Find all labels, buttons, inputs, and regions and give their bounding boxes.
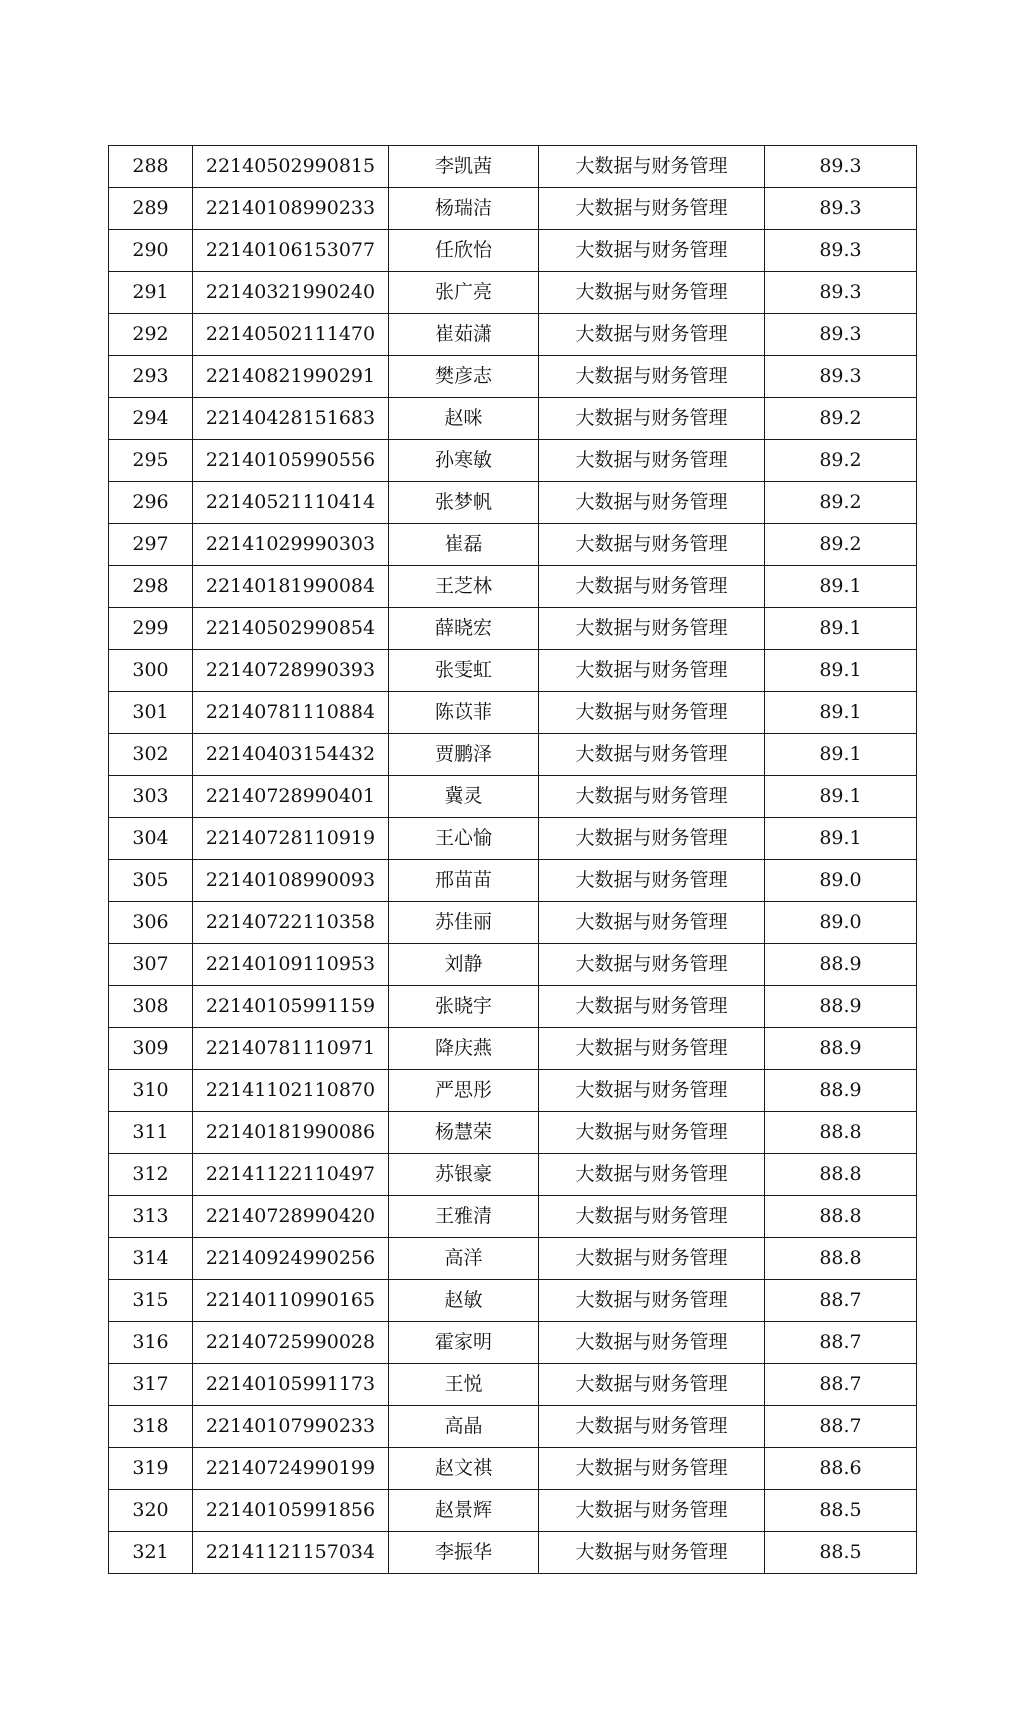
cell-seq: 312 [109,1154,193,1196]
table-row [109,1532,917,1574]
document-page [108,145,916,1574]
cell-seq: 294 [109,398,193,440]
table-row [109,146,917,188]
cell-seq: 321 [109,1532,193,1574]
table-row [109,1112,917,1154]
cell-student-id: 22140821990291 [193,356,389,398]
cell-name: 王芝林 [389,566,539,608]
cell-score: 89.1 [765,734,917,776]
cell-score: 89.1 [765,776,917,818]
cell-major: 大数据与财务管理 [539,1322,765,1364]
cell-name: 严思彤 [389,1070,539,1112]
cell-major: 大数据与财务管理 [539,1238,765,1280]
cell-student-id: 22140105991173 [193,1364,389,1406]
cell-student-id: 22140924990256 [193,1238,389,1280]
cell-score: 88.7 [765,1322,917,1364]
table-row [109,1364,917,1406]
cell-seq: 291 [109,272,193,314]
cell-seq: 305 [109,860,193,902]
cell-student-id: 22140181990086 [193,1112,389,1154]
cell-score: 88.5 [765,1532,917,1574]
cell-major: 大数据与财务管理 [539,272,765,314]
cell-major: 大数据与财务管理 [539,1532,765,1574]
cell-student-id: 22140728110919 [193,818,389,860]
cell-major: 大数据与财务管理 [539,818,765,860]
table-row [109,314,917,356]
table-row [109,776,917,818]
cell-seq: 293 [109,356,193,398]
cell-seq: 302 [109,734,193,776]
cell-major: 大数据与财务管理 [539,146,765,188]
cell-name: 张广亮 [389,272,539,314]
cell-student-id: 22141029990303 [193,524,389,566]
cell-name: 崔茹潇 [389,314,539,356]
cell-major: 大数据与财务管理 [539,1364,765,1406]
cell-seq: 317 [109,1364,193,1406]
cell-major: 大数据与财务管理 [539,482,765,524]
table-row [109,1406,917,1448]
cell-major: 大数据与财务管理 [539,1070,765,1112]
cell-student-id: 22140521110414 [193,482,389,524]
cell-major: 大数据与财务管理 [539,440,765,482]
cell-seq: 308 [109,986,193,1028]
cell-student-id: 22140502990854 [193,608,389,650]
cell-name: 杨慧荣 [389,1112,539,1154]
cell-major: 大数据与财务管理 [539,398,765,440]
cell-seq: 311 [109,1112,193,1154]
cell-seq: 299 [109,608,193,650]
cell-student-id: 22140108990233 [193,188,389,230]
cell-score: 89.3 [765,314,917,356]
table-row [109,230,917,272]
cell-major: 大数据与财务管理 [539,734,765,776]
cell-seq: 306 [109,902,193,944]
cell-name: 张晓宇 [389,986,539,1028]
cell-name: 苏银豪 [389,1154,539,1196]
cell-name: 赵景辉 [389,1490,539,1532]
score-table [108,145,917,1574]
cell-student-id: 22141122110497 [193,1154,389,1196]
cell-score: 89.3 [765,356,917,398]
cell-seq: 297 [109,524,193,566]
table-row [109,440,917,482]
cell-name: 邢苗苗 [389,860,539,902]
cell-score: 89.3 [765,272,917,314]
table-row [109,608,917,650]
cell-seq: 304 [109,818,193,860]
cell-major: 大数据与财务管理 [539,566,765,608]
cell-student-id: 22140105991856 [193,1490,389,1532]
cell-major: 大数据与财务管理 [539,650,765,692]
cell-seq: 309 [109,1028,193,1070]
cell-name: 李凯茜 [389,146,539,188]
cell-score: 89.0 [765,860,917,902]
table-row [109,734,917,776]
cell-student-id: 22140728990401 [193,776,389,818]
cell-score: 89.2 [765,440,917,482]
cell-major: 大数据与财务管理 [539,692,765,734]
cell-student-id: 22140722110358 [193,902,389,944]
cell-score: 89.0 [765,902,917,944]
cell-score: 89.1 [765,566,917,608]
table-row [109,986,917,1028]
cell-major: 大数据与财务管理 [539,524,765,566]
cell-major: 大数据与财务管理 [539,776,765,818]
cell-student-id: 22141121157034 [193,1532,389,1574]
cell-seq: 318 [109,1406,193,1448]
cell-student-id: 22140781110971 [193,1028,389,1070]
cell-score: 89.2 [765,524,917,566]
cell-student-id: 22140110990165 [193,1280,389,1322]
table-row [109,356,917,398]
cell-score: 88.7 [765,1406,917,1448]
cell-name: 李振华 [389,1532,539,1574]
cell-major: 大数据与财务管理 [539,1448,765,1490]
table-row [109,902,917,944]
cell-student-id: 22140725990028 [193,1322,389,1364]
cell-name: 樊彦志 [389,356,539,398]
table-row [109,1238,917,1280]
cell-score: 88.9 [765,1070,917,1112]
cell-student-id: 22140107990233 [193,1406,389,1448]
cell-score: 89.2 [765,398,917,440]
cell-score: 88.9 [765,986,917,1028]
cell-score: 89.1 [765,650,917,692]
cell-score: 88.8 [765,1238,917,1280]
cell-student-id: 22140428151683 [193,398,389,440]
cell-major: 大数据与财务管理 [539,1154,765,1196]
cell-major: 大数据与财务管理 [539,608,765,650]
cell-name: 赵文祺 [389,1448,539,1490]
cell-seq: 288 [109,146,193,188]
cell-name: 赵敏 [389,1280,539,1322]
cell-name: 崔磊 [389,524,539,566]
cell-score: 89.3 [765,188,917,230]
cell-student-id: 22140724990199 [193,1448,389,1490]
cell-name: 王雅清 [389,1196,539,1238]
cell-major: 大数据与财务管理 [539,188,765,230]
cell-seq: 301 [109,692,193,734]
table-row [109,1448,917,1490]
cell-name: 孙寒敏 [389,440,539,482]
cell-seq: 316 [109,1322,193,1364]
cell-name: 王心愉 [389,818,539,860]
cell-student-id: 22140181990084 [193,566,389,608]
cell-name: 苏佳丽 [389,902,539,944]
cell-score: 88.7 [765,1364,917,1406]
cell-name: 薛晓宏 [389,608,539,650]
cell-name: 霍家明 [389,1322,539,1364]
cell-student-id: 22140105990556 [193,440,389,482]
table-row [109,566,917,608]
cell-major: 大数据与财务管理 [539,944,765,986]
table-row [109,860,917,902]
cell-seq: 313 [109,1196,193,1238]
cell-name: 冀灵 [389,776,539,818]
cell-name: 降庆燕 [389,1028,539,1070]
cell-score: 88.9 [765,944,917,986]
cell-student-id: 22140502990815 [193,146,389,188]
cell-student-id: 22140108990093 [193,860,389,902]
cell-score: 88.8 [765,1154,917,1196]
cell-student-id: 22141102110870 [193,1070,389,1112]
cell-seq: 292 [109,314,193,356]
cell-score: 88.5 [765,1490,917,1532]
cell-seq: 289 [109,188,193,230]
table-row [109,188,917,230]
cell-seq: 315 [109,1280,193,1322]
table-row [109,1070,917,1112]
cell-score: 88.7 [765,1280,917,1322]
table-row [109,692,917,734]
table-row [109,482,917,524]
cell-score: 89.1 [765,692,917,734]
cell-seq: 290 [109,230,193,272]
cell-name: 任欣怡 [389,230,539,272]
cell-score: 89.3 [765,146,917,188]
cell-name: 刘静 [389,944,539,986]
cell-seq: 296 [109,482,193,524]
cell-name: 贾鹏泽 [389,734,539,776]
cell-seq: 303 [109,776,193,818]
table-row [109,818,917,860]
cell-major: 大数据与财务管理 [539,902,765,944]
cell-student-id: 22140106153077 [193,230,389,272]
cell-major: 大数据与财务管理 [539,1280,765,1322]
table-row [109,1196,917,1238]
cell-student-id: 22140728990420 [193,1196,389,1238]
cell-name: 王悦 [389,1364,539,1406]
cell-major: 大数据与财务管理 [539,1490,765,1532]
cell-name: 张雯虹 [389,650,539,692]
table-row [109,1280,917,1322]
cell-name: 高洋 [389,1238,539,1280]
cell-score: 89.2 [765,482,917,524]
table-row [109,944,917,986]
table-row [109,272,917,314]
cell-score: 88.9 [765,1028,917,1070]
table-row [109,1490,917,1532]
table-row [109,1028,917,1070]
table-row [109,1322,917,1364]
cell-score: 88.8 [765,1196,917,1238]
cell-name: 高晶 [389,1406,539,1448]
cell-student-id: 22140502111470 [193,314,389,356]
cell-seq: 298 [109,566,193,608]
cell-seq: 307 [109,944,193,986]
cell-student-id: 22140728990393 [193,650,389,692]
table-row [109,1154,917,1196]
cell-student-id: 22140781110884 [193,692,389,734]
table-row [109,524,917,566]
cell-score: 88.8 [765,1112,917,1154]
table-row [109,398,917,440]
cell-name: 陈苡菲 [389,692,539,734]
cell-name: 杨瑞洁 [389,188,539,230]
cell-seq: 310 [109,1070,193,1112]
cell-major: 大数据与财务管理 [539,1028,765,1070]
cell-major: 大数据与财务管理 [539,1406,765,1448]
cell-name: 张梦帆 [389,482,539,524]
cell-student-id: 22140321990240 [193,272,389,314]
cell-score: 88.6 [765,1448,917,1490]
cell-score: 89.1 [765,608,917,650]
table-body [109,146,917,1574]
cell-student-id: 22140403154432 [193,734,389,776]
cell-major: 大数据与财务管理 [539,1112,765,1154]
cell-major: 大数据与财务管理 [539,314,765,356]
cell-student-id: 22140109110953 [193,944,389,986]
cell-seq: 314 [109,1238,193,1280]
cell-score: 89.3 [765,230,917,272]
cell-major: 大数据与财务管理 [539,860,765,902]
cell-seq: 295 [109,440,193,482]
cell-student-id: 22140105991159 [193,986,389,1028]
cell-major: 大数据与财务管理 [539,356,765,398]
cell-seq: 300 [109,650,193,692]
cell-seq: 320 [109,1490,193,1532]
cell-major: 大数据与财务管理 [539,986,765,1028]
cell-seq: 319 [109,1448,193,1490]
cell-major: 大数据与财务管理 [539,1196,765,1238]
cell-score: 89.1 [765,818,917,860]
cell-name: 赵咪 [389,398,539,440]
cell-major: 大数据与财务管理 [539,230,765,272]
table-row [109,650,917,692]
